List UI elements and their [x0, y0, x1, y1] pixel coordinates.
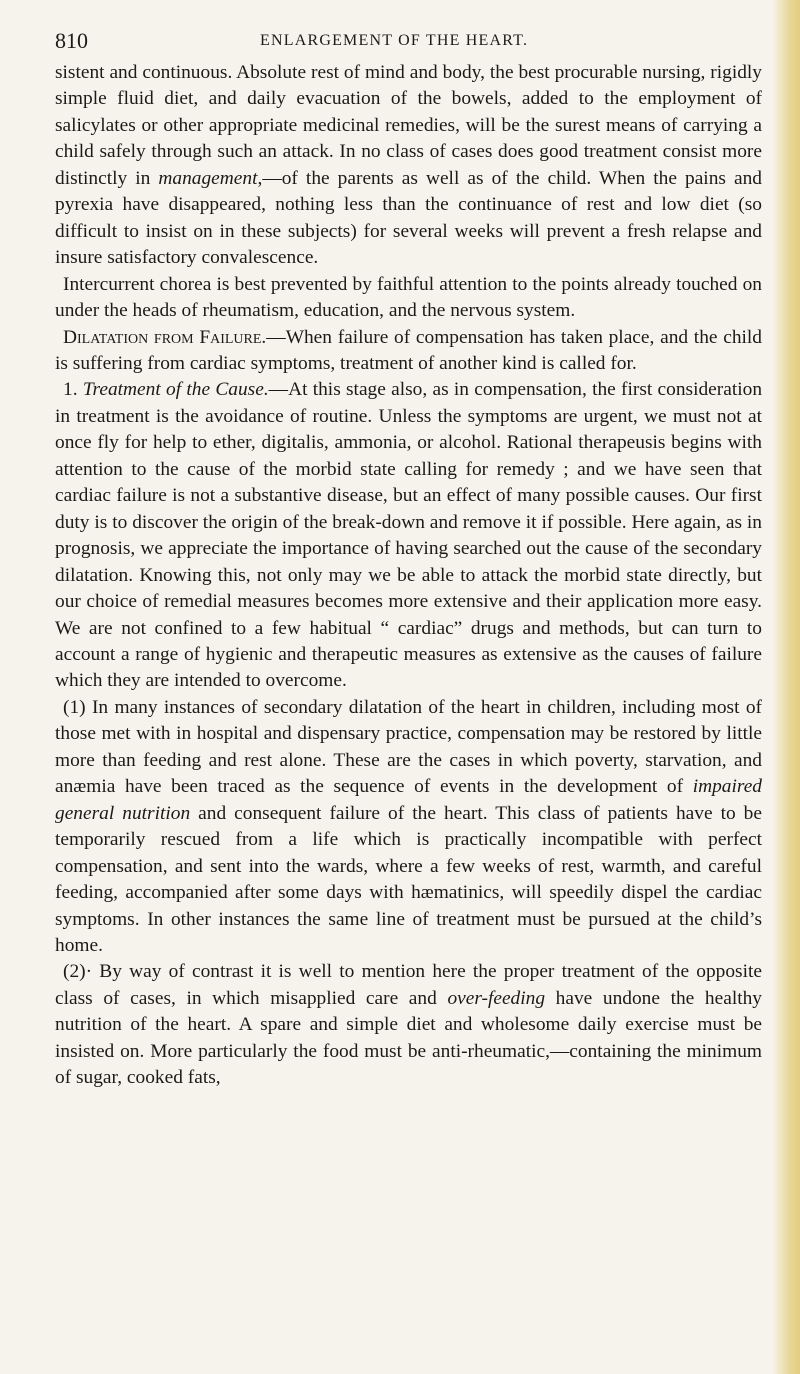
emphasis: impaired general nutrition: [55, 776, 762, 824]
section-heading: Dilatation from Failure.: [63, 326, 267, 348]
item-number: 1.: [63, 379, 83, 401]
running-head: ENLARGEMENT OF THE HEART.: [260, 32, 529, 49]
text-run: ,—of the parents as well as of the child. When the pains and pyrexia have disappeared, nothing less than the continuance of rest and low diet (so difficult to insist on in these subjects) for several weeks will prevent a fresh relapse and insure satisfactory convalescence.: [55, 167, 762, 269]
paragraph: [55, 695, 762, 960]
subsection-heading: Treatment of the Cause.: [82, 379, 269, 401]
emphasis: management: [158, 167, 258, 189]
page-number: 810: [55, 28, 88, 53]
paragraph: [55, 377, 762, 694]
text-run: —At this stage also, as in compensation, the first consideration in treatment is the avoidance of routine. Unless the symptoms are urgent, we must not at once fly for help to ether, digitalis, ammonia, or alcohol. Rational therapeusis begins with attention to the cause of the morbid state calling for remedy ; and we have seen that cardiac failure is not a substantive disease, but an effect of many possible causes. Our first duty is to discover the origin of the break-down and remove it if possible. Here again, as in prognosis, we appreciate the importance of having searched out the cause of the secondary dilatation. Knowing this, not only may we be able to attack the morbid state directly, but our choice of remedial measures becomes more extensive and their application more easy. We are not confined to a few habitual “ cardiac” drugs and methods, but can turn to account a range of hygienic and therapeutic measures as extensive as the causes of failure which they are intended to overcome.: [55, 379, 763, 692]
text-run: and consequent failure of the heart. This class of patients have to be temporarily rescued from a life which is practically incompatible with perfect compensation, and sent into the wards, where a few weeks of rest, warmth, and careful feeding, accompanied after some days with hæmatinics, will speedily dispel the cardiac symptoms. In other instances the same line of treatment must be pursued at the child’s home.: [55, 802, 762, 956]
paragraph: [55, 959, 762, 1091]
emphasis: over-feeding: [447, 987, 546, 1009]
text-run: have undone the healthy nutrition of the heart. A spare and simple diet and wholesome daily exercise must be insisted on. More particularly the food must be anti-rheumatic,—containing the minimum of sugar, cooked fats,: [55, 987, 762, 1089]
paragraph: Intercurrent chorea is best prevented by faithful attention to the points already touched on under the heads of rheumatism, education, and the nervous system.: [55, 273, 762, 322]
text-run: (1) In many instances of secondary dilatation of the heart in children, including most of those met with in hospital and dispensary practice, compensation may be restored by little more than feeding and rest alone. These are the cases in which poverty, starvation, and anæmia have been traced as the sequence of events in the development of: [55, 696, 762, 798]
page-edge-shadow: [772, 0, 800, 1374]
text-run: (2)· By way of contrast it is well to mention here the proper treatment of the opposite class of cases, in which misapplied care and: [55, 961, 762, 1009]
paragraph: [55, 60, 762, 272]
text-run: —When failure of compensation has taken place, and the child is suffering from cardiac symptoms, treatment of another kind is called for.: [55, 326, 762, 374]
body-text: [55, 60, 762, 1092]
book-page: [55, 22, 762, 1092]
text-run: sistent and continuous. Absolute rest of mind and body, the best procurable nursing, rigidly simple fluid diet, and daily evacuation of the bowels, added to the employment of salicylates or other appropriate medicinal remedies, will be the surest means of carrying a child safely through such an attack. In no class of cases does good treatment consist more distinctly in: [55, 62, 762, 189]
page-header: [55, 22, 762, 52]
paragraph: [55, 325, 762, 378]
